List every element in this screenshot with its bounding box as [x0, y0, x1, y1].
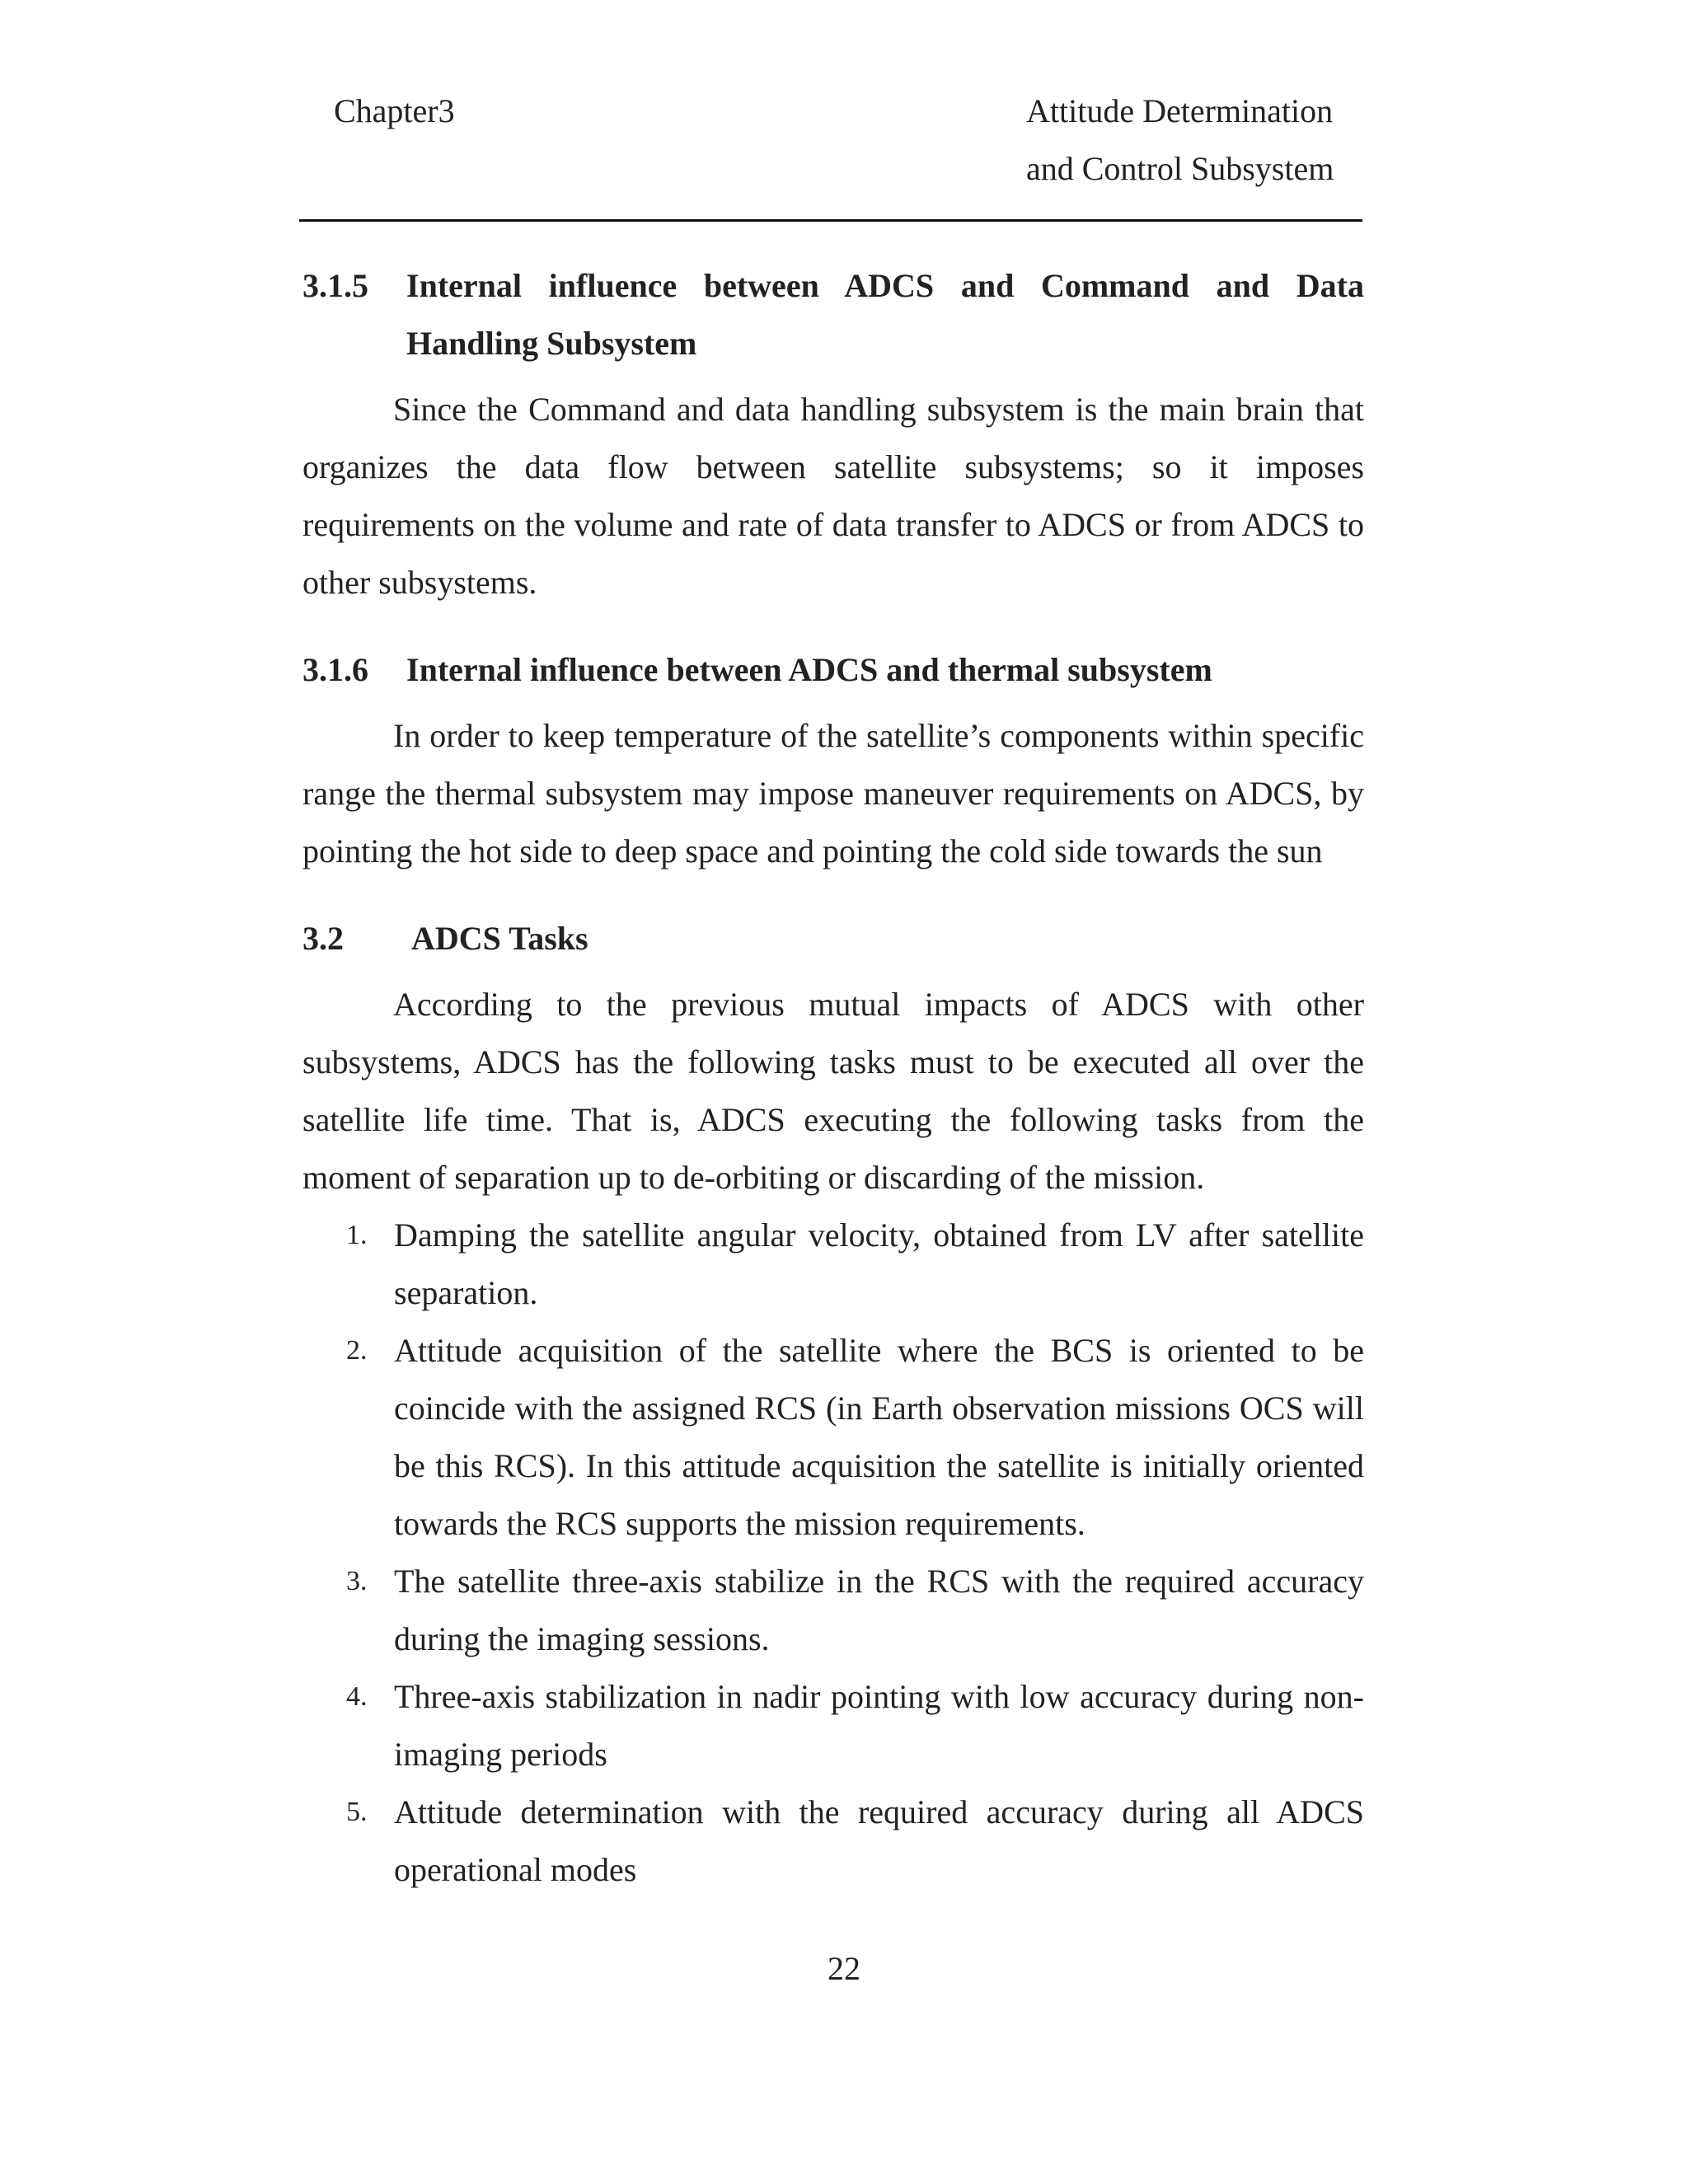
header-divider: [299, 219, 1362, 222]
section-paragraph-3-2: According to the previous mutual impacts of ADCS with other subsystems, ADCS has the following tasks must to be executed all over the satellite life time. That is, ADCS executing the following tasks from the moment of separation up to de-orbiting or discarding of the mission.: [302, 986, 1364, 1196]
running-header-title: [1026, 82, 1334, 198]
section-heading-3-1-5: [302, 257, 1364, 373]
list-item-number: 4.: [346, 1681, 368, 1712]
list-item-number: 2.: [346, 1335, 368, 1366]
section-title: ADCS Tasks: [411, 920, 588, 957]
list-item-text: The satellite three-axis stabilize in the RCS with the required accuracy during the imaging sessions.: [394, 1563, 1364, 1657]
section-paragraph-3-1-6: In order to keep temperature of the satellite’s components within specific range the thermal subsystem may impose maneuver requirements on ADCS, by pointing the hot side to deep space and pointing the cold side towards the sun: [302, 717, 1364, 869]
list-item-number: 1.: [346, 1220, 368, 1250]
running-header-title-line1: Attitude Determination: [1026, 92, 1334, 129]
adcs-tasks-list: [302, 1207, 1364, 1899]
section-number: 3.1.5: [302, 267, 368, 304]
list-item: [302, 1207, 1364, 1322]
running-header-chapter: Chapter3: [334, 92, 455, 129]
list-item-text: Three-axis stabilization in nadir pointing with low accuracy during non-imaging periods: [394, 1678, 1364, 1773]
section-heading-3-1-6: [302, 641, 1364, 699]
list-item-number: 5.: [346, 1797, 368, 1827]
section-title: Internal influence between ADCS and thermal subsystem: [406, 651, 1212, 688]
list-item: [302, 1783, 1364, 1899]
section-number: 3.1.6: [302, 651, 368, 688]
list-item-text: Attitude acquisition of the satellite where the BCS is oriented to be coincide with the assigned RCS (in Earth observation missions OCS will be this RCS). In this attitude acquisition the satellite is initially oriented towards the RCS supports the mission requirements.: [394, 1332, 1364, 1542]
list-item-text: Attitude determination with the required accuracy during all ADCS operational modes: [394, 1793, 1364, 1888]
list-item: [302, 1553, 1364, 1668]
page-body: [302, 257, 1364, 1899]
section-heading-3-2: [302, 910, 1364, 968]
section-paragraph-3-1-5: Since the Command and data handling subsystem is the main brain that organizes the data flow between satellite subsystems; so it imposes requirements on the volume and rate of data transfer to ADCS or from ADCS to other subsystems.: [302, 391, 1364, 601]
list-item: [302, 1322, 1364, 1553]
running-header-title-line2: and Control Subsystem: [1026, 150, 1334, 187]
list-item-text: Damping the satellite angular velocity, obtained from LV after satellite separation.: [394, 1216, 1364, 1311]
section-number: 3.2: [302, 920, 344, 957]
list-item-number: 3.: [346, 1566, 368, 1596]
section-title: Internal influence between ADCS and Command and Data Handling Subsystem: [406, 267, 1364, 362]
page-number: 22: [828, 1950, 860, 1987]
list-item: [302, 1668, 1364, 1783]
